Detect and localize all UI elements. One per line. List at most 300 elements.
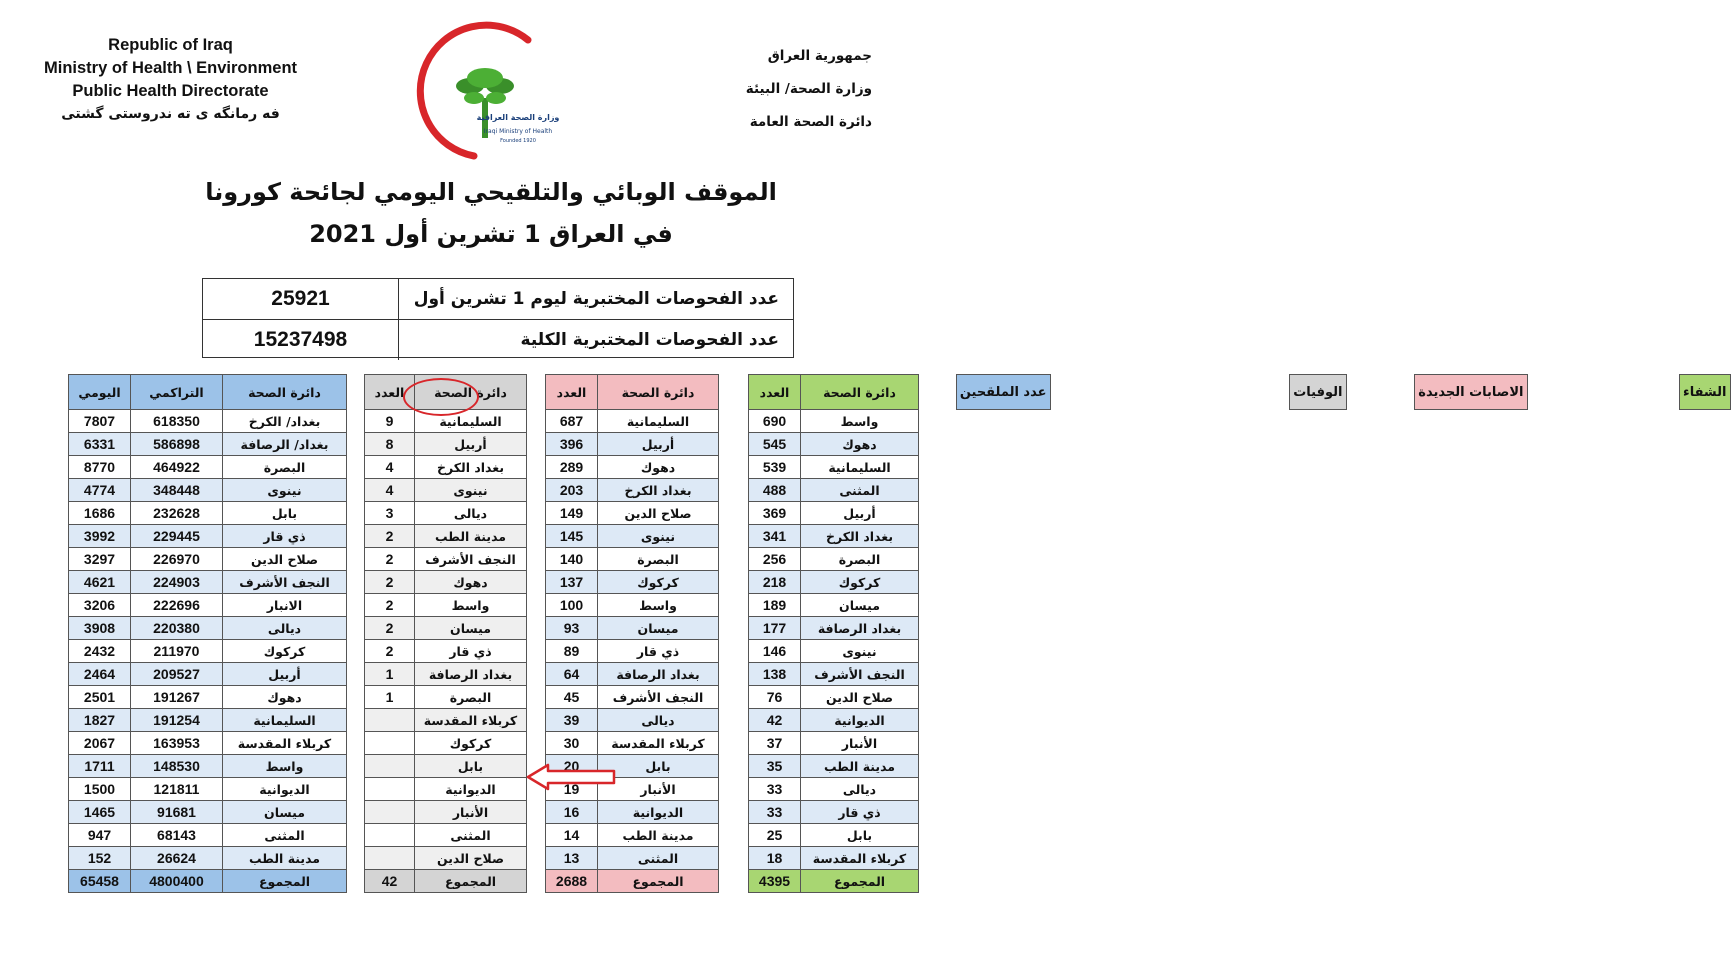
table-row <box>365 686 527 709</box>
count-cell: 2 <box>365 594 415 617</box>
directorate-cell: بغداد الكرخ <box>415 456 527 479</box>
directorate-cell: السليمانية <box>801 456 919 479</box>
total-cumulative: 4800400 <box>131 870 223 893</box>
total-daily: 65458 <box>69 870 131 893</box>
count-cell <box>365 847 415 870</box>
count-cell: 37 <box>749 732 801 755</box>
count-cell: 76 <box>749 686 801 709</box>
count-cell: 89 <box>546 640 598 663</box>
cumulative-cell: 464922 <box>131 456 223 479</box>
table-row <box>749 663 919 686</box>
directorate-cell: الديوانية <box>801 709 919 732</box>
cumulative-cell: 348448 <box>131 479 223 502</box>
vaccinated-title: عدد الملقحين <box>956 375 1050 410</box>
cumulative-cell: 191267 <box>131 686 223 709</box>
table-row <box>69 617 347 640</box>
directorate-cell: النجف الأشرف <box>801 663 919 686</box>
directorate-cell: بغداد/ الكرخ <box>223 410 347 433</box>
daily-cell: 152 <box>69 847 131 870</box>
count-cell <box>365 801 415 824</box>
table-row <box>546 847 719 870</box>
header-en-line1: Republic of Iraq <box>108 36 233 54</box>
table-row <box>546 571 719 594</box>
table-row <box>69 663 347 686</box>
directorate-cell: واسط <box>223 755 347 778</box>
count-cell: 140 <box>546 548 598 571</box>
directorate-cell: الأنبار <box>415 801 527 824</box>
count-cell: 690 <box>749 410 801 433</box>
page-subtitle: في العراق 1 تشرين أول 2021 <box>309 220 673 248</box>
total-row <box>365 870 527 893</box>
header-kurdish-line: فه رمانگه ی ته ندروستی گشتی <box>61 106 280 122</box>
table-row <box>365 502 527 525</box>
logo-text-en: Iraqi Ministry of Health <box>483 128 553 135</box>
header-arabic <box>746 40 872 139</box>
table-row <box>365 732 527 755</box>
count-cell: 25 <box>749 824 801 847</box>
directorate-cell: ميسان <box>801 594 919 617</box>
directorate-cell: المثنى <box>415 824 527 847</box>
daily-cell: 3992 <box>69 525 131 548</box>
table-row <box>546 640 719 663</box>
table-row <box>365 456 527 479</box>
logo-text-ar: وزارة الصحة العراقية <box>476 113 560 122</box>
total-tests-label: عدد الفحوصات المختبرية الكلية <box>398 320 793 360</box>
daily-cell: 947 <box>69 824 131 847</box>
table-row <box>546 663 719 686</box>
header-ar-line2: وزارة الصحة/ البيئة <box>745 81 872 97</box>
directorate-cell: كربلاء المقدسة <box>598 732 719 755</box>
count-cell: 488 <box>749 479 801 502</box>
directorate-cell: دهوك <box>598 456 719 479</box>
directorate-cell: نينوى <box>598 525 719 548</box>
count-cell: 1 <box>365 686 415 709</box>
table-row <box>365 847 527 870</box>
table-row <box>365 663 527 686</box>
daily-cell: 3908 <box>69 617 131 640</box>
table-row <box>546 801 719 824</box>
daily-cell: 2464 <box>69 663 131 686</box>
table-row <box>69 755 347 778</box>
table-row <box>365 709 527 732</box>
col-header-directorate: دائرة الصحة <box>223 375 347 410</box>
directorate-cell: كركوك <box>598 571 719 594</box>
cumulative-cell: 163953 <box>131 732 223 755</box>
count-cell: 138 <box>749 663 801 686</box>
table-row <box>69 732 347 755</box>
directorate-cell: صلاح الدين <box>415 847 527 870</box>
directorate-cell: بغداد الرصافة <box>415 663 527 686</box>
directorate-cell: بغداد الرصافة <box>801 617 919 640</box>
directorate-cell: مدينة الطب <box>801 755 919 778</box>
directorate-cell: بابل <box>415 755 527 778</box>
cumulative-cell: 91681 <box>131 801 223 824</box>
directorate-cell: كركوك <box>801 571 919 594</box>
directorate-cell: النجف الأشرف <box>223 571 347 594</box>
table-row <box>365 778 527 801</box>
directorate-cell: أربيل <box>223 663 347 686</box>
table-row <box>546 433 719 456</box>
directorate-cell: مدينة الطب <box>598 824 719 847</box>
daily-cell: 2501 <box>69 686 131 709</box>
count-cell: 4 <box>365 456 415 479</box>
count-cell <box>365 709 415 732</box>
daily-cell: 1686 <box>69 502 131 525</box>
directorate-cell: بابل <box>801 824 919 847</box>
count-cell: 35 <box>749 755 801 778</box>
count-cell: 30 <box>546 732 598 755</box>
directorate-cell: صلاح الدين <box>801 686 919 709</box>
directorate-cell: البصرة <box>415 686 527 709</box>
count-cell: 341 <box>749 525 801 548</box>
table-row <box>365 617 527 640</box>
count-cell: 203 <box>546 479 598 502</box>
table-row <box>749 709 919 732</box>
table-row <box>749 640 919 663</box>
count-cell: 177 <box>749 617 801 640</box>
table-row <box>749 617 919 640</box>
count-cell <box>365 732 415 755</box>
count-cell: 396 <box>546 433 598 456</box>
table-row <box>69 709 347 732</box>
table-row <box>69 824 347 847</box>
directorate-cell: السليمانية <box>223 709 347 732</box>
table-row <box>365 433 527 456</box>
directorate-cell: البصرة <box>801 548 919 571</box>
table-row <box>749 433 919 456</box>
daily-cell: 3297 <box>69 548 131 571</box>
total-count: 42 <box>365 870 415 893</box>
table-row <box>365 801 527 824</box>
directorate-cell: كربلاء المقدسة <box>415 709 527 732</box>
directorate-cell: السليمانية <box>415 410 527 433</box>
count-cell: 687 <box>546 410 598 433</box>
logo-founded: Founded 1920 <box>500 138 536 144</box>
cumulative-cell: 191254 <box>131 709 223 732</box>
directorate-cell: بابل <box>223 502 347 525</box>
directorate-cell: الانبار <box>223 594 347 617</box>
total-tests-value: 15237498 <box>253 328 348 351</box>
directorate-cell: ديالى <box>598 709 719 732</box>
table-row <box>546 502 719 525</box>
table-row <box>546 548 719 571</box>
daily-cell: 3206 <box>69 594 131 617</box>
col-header-directorate: دائرة الصحة <box>801 375 919 410</box>
table-row <box>749 732 919 755</box>
count-cell <box>365 778 415 801</box>
table-row <box>365 571 527 594</box>
total-label: المجموع <box>801 870 919 893</box>
table-row <box>365 594 527 617</box>
directorate-cell: صلاح الدين <box>598 502 719 525</box>
table-row <box>546 594 719 617</box>
directorate-cell: كربلاء المقدسة <box>801 847 919 870</box>
directorate-cell: ميسان <box>223 801 347 824</box>
count-cell: 45 <box>546 686 598 709</box>
header-en-line3: Public Health Directorate <box>72 82 269 100</box>
table-row <box>546 479 719 502</box>
count-cell: 149 <box>546 502 598 525</box>
count-cell: 2 <box>365 571 415 594</box>
total-row <box>69 870 347 893</box>
table-row <box>69 525 347 548</box>
total-label: المجموع <box>598 870 719 893</box>
daily-cell: 1500 <box>69 778 131 801</box>
directorate-cell: كركوك <box>223 640 347 663</box>
cumulative-cell: 209527 <box>131 663 223 686</box>
total-tests-row <box>203 319 793 360</box>
directorate-cell: مدينة الطب <box>223 847 347 870</box>
table-row <box>69 801 347 824</box>
directorate-cell: كركوك <box>415 732 527 755</box>
directorate-cell: كربلاء المقدسة <box>223 732 347 755</box>
directorate-cell: الأنبار <box>801 732 919 755</box>
table-row <box>749 479 919 502</box>
table-row <box>69 594 347 617</box>
directorate-cell: ذي قار <box>801 801 919 824</box>
cumulative-cell: 226970 <box>131 548 223 571</box>
table-row <box>69 640 347 663</box>
daily-cell: 1711 <box>69 755 131 778</box>
directorate-cell: واسط <box>598 594 719 617</box>
table-row <box>365 755 527 778</box>
directorate-cell: دهوك <box>415 571 527 594</box>
directorate-cell: واسط <box>801 410 919 433</box>
table-row <box>546 410 719 433</box>
count-cell: 42 <box>749 709 801 732</box>
directorate-cell: نينوى <box>801 640 919 663</box>
directorate-cell: دهوك <box>223 686 347 709</box>
directorate-cell: دهوك <box>801 433 919 456</box>
directorate-cell: واسط <box>415 594 527 617</box>
cumulative-cell: 220380 <box>131 617 223 640</box>
table-row <box>749 801 919 824</box>
count-cell: 33 <box>749 801 801 824</box>
count-cell: 256 <box>749 548 801 571</box>
table-row <box>749 548 919 571</box>
table-row <box>69 456 347 479</box>
daily-cell: 2432 <box>69 640 131 663</box>
table-row <box>749 594 919 617</box>
directorate-cell: صلاح الدين <box>223 548 347 571</box>
col-header-count: العدد <box>365 375 415 410</box>
count-cell: 145 <box>546 525 598 548</box>
cumulative-cell: 232628 <box>131 502 223 525</box>
count-cell: 3 <box>365 502 415 525</box>
directorate-cell: ديالى <box>415 502 527 525</box>
daily-cell: 2067 <box>69 732 131 755</box>
count-cell: 2 <box>365 640 415 663</box>
daily-tests-value: 25921 <box>271 287 330 310</box>
cumulative-cell: 222696 <box>131 594 223 617</box>
directorate-cell: نينوى <box>223 479 347 502</box>
table-row <box>749 778 919 801</box>
count-cell: 369 <box>749 502 801 525</box>
recovered-title: الشفاء <box>1680 375 1730 410</box>
count-cell: 137 <box>546 571 598 594</box>
table-row <box>546 525 719 548</box>
directorate-cell: الديوانية <box>415 778 527 801</box>
directorate-cell: ذي قار <box>223 525 347 548</box>
daily-cell: 8770 <box>69 456 131 479</box>
count-cell: 2 <box>365 548 415 571</box>
directorate-cell: ديالى <box>223 617 347 640</box>
page-title: الموقف الوبائي والتلقيحي اليومي لجائحة كورونا <box>205 178 777 206</box>
directorate-cell: ميسان <box>598 617 719 640</box>
cumulative-cell: 26624 <box>131 847 223 870</box>
col-header-directorate: دائرة الصحة <box>598 375 719 410</box>
col-header-cumulative: التراكمي <box>131 375 223 410</box>
cumulative-cell: 618350 <box>131 410 223 433</box>
directorate-cell: الديوانية <box>598 801 719 824</box>
count-cell: 539 <box>749 456 801 479</box>
total-row <box>546 870 719 893</box>
table-row <box>546 686 719 709</box>
count-cell: 8 <box>365 433 415 456</box>
col-header-count: العدد <box>749 375 801 410</box>
annotation-arrow <box>526 762 616 792</box>
table-row <box>749 824 919 847</box>
directorate-cell: المثنى <box>223 824 347 847</box>
table-row <box>69 433 347 456</box>
daily-tests-row <box>203 279 793 319</box>
cumulative-cell: 68143 <box>131 824 223 847</box>
directorate-cell: أربيل <box>598 433 719 456</box>
count-cell <box>365 755 415 778</box>
header-ar-line3: دائرة الصحة العامة <box>749 114 872 130</box>
table-row <box>749 502 919 525</box>
total-row <box>749 870 919 893</box>
daily-cell: 1465 <box>69 801 131 824</box>
annotation-circle <box>403 378 479 416</box>
table-row <box>365 640 527 663</box>
table-row <box>749 456 919 479</box>
header-english <box>28 34 313 126</box>
directorate-cell: ذي قار <box>598 640 719 663</box>
cumulative-cell: 224903 <box>131 571 223 594</box>
count-cell: 39 <box>546 709 598 732</box>
table-row <box>365 525 527 548</box>
infections-title: الاصابات الجديدة <box>1415 375 1527 410</box>
col-header-daily: اليومي <box>69 375 131 410</box>
table-row <box>69 686 347 709</box>
directorate-cell: النجف الأشرف <box>598 686 719 709</box>
total-count: 2688 <box>546 870 598 893</box>
table-row <box>69 479 347 502</box>
directorate-cell: الأنبار <box>598 778 719 801</box>
directorate-cell: بغداد الكرخ <box>598 479 719 502</box>
directorate-cell: ديالى <box>801 778 919 801</box>
table-row <box>546 617 719 640</box>
daily-cell: 1827 <box>69 709 131 732</box>
directorate-cell: ذي قار <box>415 640 527 663</box>
count-cell: 289 <box>546 456 598 479</box>
count-cell: 13 <box>546 847 598 870</box>
cumulative-cell: 121811 <box>131 778 223 801</box>
table-row <box>365 479 527 502</box>
table-row <box>546 824 719 847</box>
directorate-cell: بابل <box>598 755 719 778</box>
count-cell: 4 <box>365 479 415 502</box>
count-cell: 146 <box>749 640 801 663</box>
count-cell: 18 <box>749 847 801 870</box>
count-cell <box>365 824 415 847</box>
col-header-directorate: دائرة الصحة <box>415 375 527 410</box>
directorate-cell: أربيل <box>801 502 919 525</box>
count-cell: 33 <box>749 778 801 801</box>
daily-cell: 4621 <box>69 571 131 594</box>
directorate-cell: المثنى <box>598 847 719 870</box>
table-row <box>69 571 347 594</box>
table-row <box>749 525 919 548</box>
total-label: المجموع <box>223 870 347 893</box>
daily-cell: 4774 <box>69 479 131 502</box>
cumulative-cell: 229445 <box>131 525 223 548</box>
directorate-cell: بغداد الرصافة <box>598 663 719 686</box>
directorate-cell: السليمانية <box>598 410 719 433</box>
table-row <box>69 548 347 571</box>
count-cell: 9 <box>365 410 415 433</box>
table-row <box>749 847 919 870</box>
cumulative-cell: 586898 <box>131 433 223 456</box>
count-cell: 2 <box>365 525 415 548</box>
table-row <box>749 410 919 433</box>
col-header-count: العدد <box>546 375 598 410</box>
table-row <box>365 548 527 571</box>
total-label: المجموع <box>415 870 527 893</box>
count-cell: 100 <box>546 594 598 617</box>
table-row <box>69 847 347 870</box>
table-row <box>546 456 719 479</box>
header-ar-line1: جمهورية العراق <box>767 48 872 64</box>
cumulative-cell: 148530 <box>131 755 223 778</box>
directorate-cell: بغداد الكرخ <box>801 525 919 548</box>
table-row <box>749 755 919 778</box>
count-cell: 1 <box>365 663 415 686</box>
table-row <box>749 686 919 709</box>
directorate-cell: البصرة <box>223 456 347 479</box>
daily-tests-label: عدد الفحوصات المختبرية ليوم 1 تشرين أول <box>398 279 793 319</box>
count-cell: 93 <box>546 617 598 640</box>
table-row <box>69 410 347 433</box>
cumulative-cell: 211970 <box>131 640 223 663</box>
table-row <box>69 502 347 525</box>
table-row <box>365 824 527 847</box>
directorate-cell: أربيل <box>415 433 527 456</box>
directorate-cell: ميسان <box>415 617 527 640</box>
count-cell: 64 <box>546 663 598 686</box>
total-count: 4395 <box>749 870 801 893</box>
table-row <box>749 571 919 594</box>
table-row <box>69 778 347 801</box>
directorate-cell: نينوى <box>415 479 527 502</box>
directorate-cell: مدينة الطب <box>415 525 527 548</box>
directorate-cell: البصرة <box>598 548 719 571</box>
count-cell: 189 <box>749 594 801 617</box>
deaths-title: الوفيات <box>1290 375 1346 410</box>
directorate-cell: المثنى <box>801 479 919 502</box>
directorate-cell: النجف الأشرف <box>415 548 527 571</box>
count-cell: 20 <box>546 755 598 778</box>
daily-cell: 6331 <box>69 433 131 456</box>
count-cell: 19 <box>546 778 598 801</box>
daily-cell: 7807 <box>69 410 131 433</box>
header-en-line2: Ministry of Health \ Environment <box>43 59 298 77</box>
table-row <box>546 709 719 732</box>
directorate-cell: الديوانية <box>223 778 347 801</box>
count-cell: 545 <box>749 433 801 456</box>
count-cell: 14 <box>546 824 598 847</box>
